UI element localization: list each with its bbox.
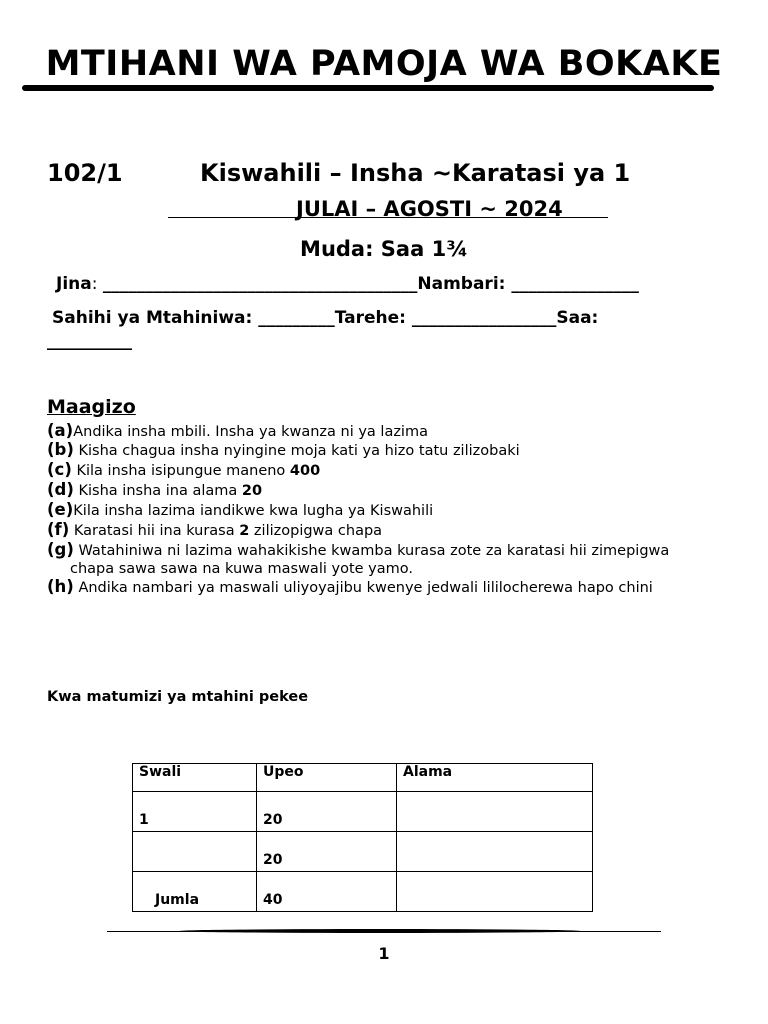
table-cell[interactable] <box>397 872 593 912</box>
instruction-h: (h) Andika nambari ya maswali uliyoyajibu kwenye jedwali lililocherewa hapo chini <box>47 577 653 596</box>
marks-table <box>132 763 593 912</box>
instruction-b: (b) Kisha chagua insha nyingine moja kati ya hizo tatu zilizobaki <box>47 440 520 459</box>
subject-line <box>0 158 768 188</box>
jina-label: Jina <box>56 274 92 294</box>
paper-code: 102/1 <box>47 159 123 187</box>
header-alama: Alama <box>397 764 593 792</box>
table-cell: 20 <box>257 832 397 872</box>
nambari-label: Nambari: <box>417 274 512 294</box>
candidate-name-row <box>56 273 639 295</box>
sahihi-blank[interactable]: _________ <box>258 308 335 328</box>
instructions-heading: Maagizo <box>47 396 136 418</box>
table-cell <box>133 832 257 872</box>
tarehe-blank[interactable]: _________________ <box>411 308 557 328</box>
instruction-c: (c) Kila insha isipungue maneno 400 <box>47 460 321 479</box>
instruction-e: (e)Kila insha lazima iandikwe kwa lugha ya Kiswahili <box>47 500 434 519</box>
exam-duration: Muda: Saa 1¾ <box>300 237 468 261</box>
exam-term: JULAI – AGOSTI ~ 2024 <box>296 197 563 221</box>
jina-blank[interactable]: _____________________________________ <box>102 274 418 294</box>
jina-colon: : <box>91 274 103 294</box>
saa-blank[interactable]: __________ <box>47 331 132 351</box>
header-swali: Swali <box>133 764 257 792</box>
examiner-use-note: Kwa matumizi ya mtahini pekee <box>47 689 309 705</box>
instruction-d: (d) Kisha insha ina alama 20 <box>47 480 263 499</box>
table-cell: 20 <box>257 792 397 832</box>
nambari-blank[interactable]: _______________ <box>511 274 639 294</box>
table-row <box>133 872 593 912</box>
instruction-a: (a)Andika insha mbili. Insha ya kwanza ni ya lazima <box>47 421 428 440</box>
tarehe-label: Tarehe: <box>334 308 412 328</box>
table-cell: 1 <box>133 792 257 832</box>
instruction-f: (f) Karatasi hii ina kurasa 2 zilizopigwa chapa <box>47 520 383 539</box>
signature-row <box>52 307 598 329</box>
sahihi-label: Sahihi ya Mtahiniwa: <box>52 308 259 328</box>
footer-swoosh <box>180 929 580 933</box>
table-cell: 40 <box>257 872 397 912</box>
table-cell[interactable] <box>397 792 593 832</box>
paper-name: Kiswahili – Insha ~Karatasi ya 1 <box>200 159 631 187</box>
page-number: 1 <box>378 944 390 963</box>
saa-label: Saa: <box>556 308 599 328</box>
table-header-row <box>133 764 593 792</box>
table-row <box>133 792 593 832</box>
table-row <box>133 832 593 872</box>
table-cell[interactable] <box>397 832 593 872</box>
exam-title: MTIHANI WA PAMOJA WA BOKAKE <box>45 44 723 84</box>
instruction-g: (g) Watahiniwa ni lazima wahakikishe kwamba kurasa zote za karatasi hii zimepigwa chapa sawa sawa na kuwa maswali yote yamo. <box>47 540 670 577</box>
header-upeo: Upeo <box>257 764 397 792</box>
title-underline <box>22 85 714 91</box>
table-cell: Jumla <box>133 872 257 912</box>
